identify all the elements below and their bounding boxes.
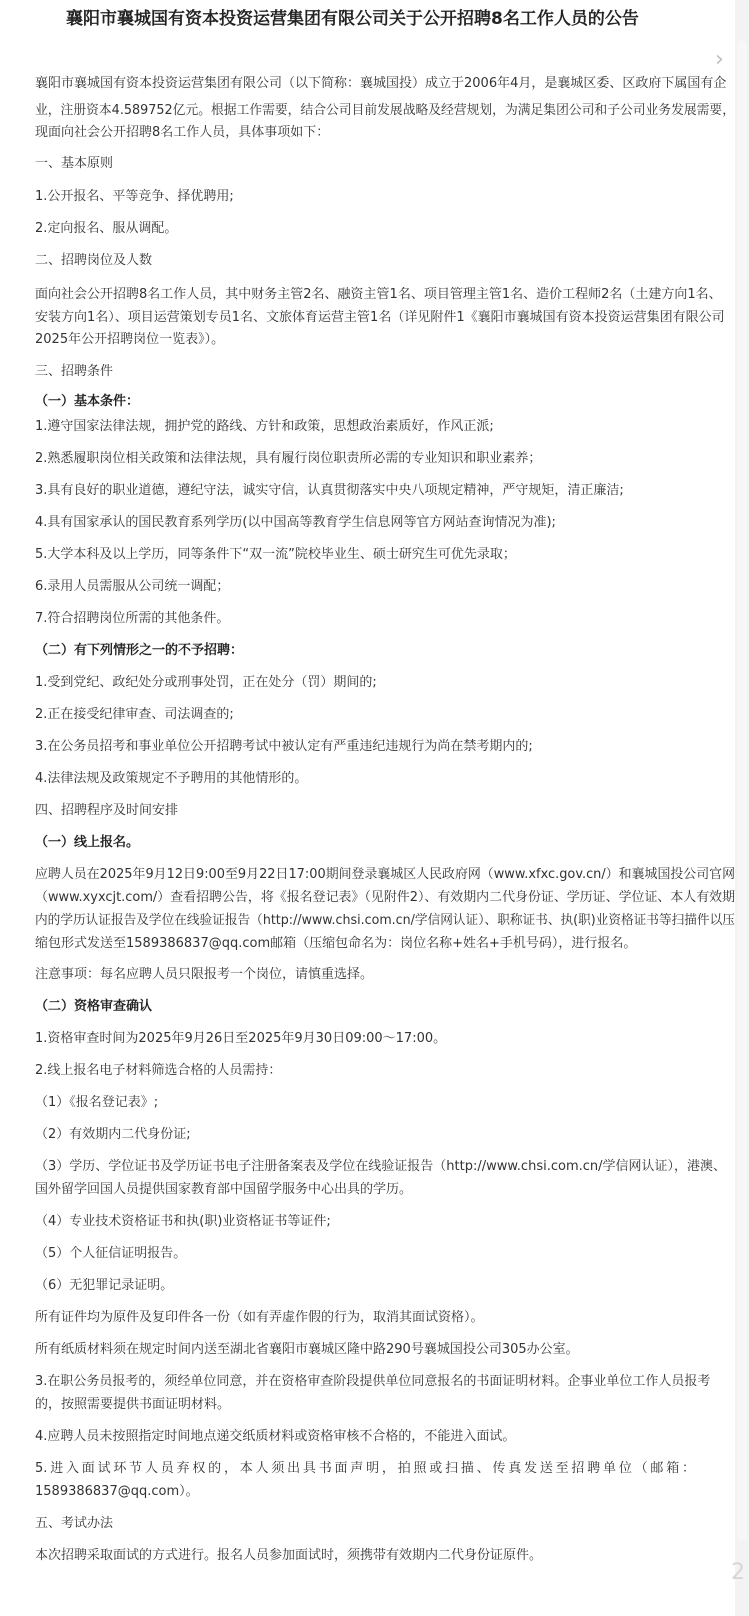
positions-line-1: 面向社会公开招聘8名工作人员，其中财务主管2名、融资主管1名、项目管理主管1名、造价工程师2名（土建方向1名、 (35, 287, 722, 302)
condition-item-3: 3.具有良好的职业道德，遵纪守法，诚实守信，认真贯彻落实中央八项规定精神，严守规矩，清正廉洁; (35, 483, 624, 498)
review-item-1: 1.资格审查时间为2025年9月26日至2025年9月30日09:00～17:00。 (35, 1031, 447, 1046)
material-item-3-line-1: （3）学历、学位证书及学历证书电子注册备案表及学位在线验证报告（http://www.chsi.com.cn/学信网认证），港澳、 (35, 1159, 727, 1174)
review-item-5-line-2: 1589386837@qq.com）。 (35, 1484, 199, 1499)
subsection-basic-conditions: （一）基本条件： (35, 394, 140, 409)
subsection-qualification-review: （二）资格审查确认 (35, 999, 153, 1014)
exclusion-item-3: 3.在公务员招考和事业单位公开招聘考试中被认定有严重违纪违规行为尚在禁考期内的; (35, 739, 533, 754)
review-item-4: 4.应聘人员未按照指定时间地点递交纸质材料或资格审核不合格的，不能进入面试。 (35, 1429, 516, 1444)
chevron-right-icon[interactable]: › (715, 47, 724, 72)
intro-line-2: 业，注册资本4.589752亿元。根据工作需要，结合公司目前发展战略及经营规划，为满足集团公司和子公司业务发展需要， (35, 103, 735, 118)
section-heading-3: 三、招聘条件 (35, 364, 114, 379)
scrollbar-thumb[interactable] (737, 40, 747, 1540)
intro-line-3: 现面向社会公开招聘8名工作人员，具体事项如下： (35, 125, 330, 140)
material-item-3-line-2: 国外留学回国人员提供国家教育部中国留学服务中心出具的学历。 (35, 1182, 413, 1197)
registration-note: 注意事项：每名应聘人员只限报考一个岗位，请慎重选择。 (35, 967, 374, 982)
registration-line-3: 内的学历认证报告及学位在线验证报告（http://www.chsi.com.cn/学信网认证）、职称证书、执(职)业资格证书等扫描件以压 (35, 913, 735, 928)
condition-item-7: 7.符合招聘岗位所需的其他条件。 (35, 611, 230, 626)
section-heading-2: 二、招聘岗位及人数 (35, 253, 153, 268)
intro-line-1: 襄阳市襄城国有资本投资运营集团有限公司（以下简称：襄城国投）成立于2006年4月，是襄城区委、区政府下属国有企 (35, 76, 727, 91)
condition-item-1: 1.遵守国家法律法规，拥护党的路线、方针和政策，思想政治素质好，作风正派; (35, 419, 494, 434)
registration-line-4: 缩包形式发送至1589386837@qq.com邮箱（压缩包命名为：岗位名称+姓名+手机号码），进行报名。 (35, 936, 637, 951)
principle-item-2: 2.定向报名、服从调配。 (35, 221, 178, 236)
subsection-exclusions: （二）有下列情形之一的不予招聘： (35, 643, 244, 658)
condition-item-2: 2.熟悉履职岗位相关政策和法律法规，具有履行岗位职责所必需的专业知识和职业素养； (35, 451, 542, 466)
review-item-3-line-2: 的，按照需要提供书面证明材料。 (35, 1397, 231, 1412)
material-item-5: （5）个人征信证明报告。 (35, 1246, 187, 1261)
exam-method-line: 本次招聘采取面试的方式进行。报名人员参加面试时，须携带有效期内二代身份证原件。 (35, 1548, 543, 1563)
condition-item-5: 5.大学本科及以上学历，同等条件下“双一流”院校毕业生、硕士研究生可优先录取； (35, 547, 516, 562)
material-item-2: （2）有效期内二代身份证; (35, 1127, 191, 1142)
exclusion-item-2: 2.正在接受纪律审查、司法调查的; (35, 707, 234, 722)
material-item-6: （6）无犯罪记录证明。 (35, 1278, 174, 1293)
vertical-scrollbar[interactable] (735, 0, 749, 1616)
positions-line-2: 安装方向1名）、项目运营策划专员1名、文旅体育运营主管1名（详见附件1《襄阳市襄城国有资本投资运营集团有限公司 (35, 310, 725, 325)
page-title: 襄阳市襄城国有资本投资运营集团有限公司关于公开招聘8名工作人员的公告 (66, 9, 639, 29)
review-item-2: 2.线上报名电子材料筛选合格的人员需持： (35, 1063, 282, 1078)
delivery-address-note: 所有纸质材料须在规定时间内送至湖北省襄阳市襄城区隆中路290号襄城国投公司305办公室。 (35, 1342, 579, 1357)
registration-line-1: 应聘人员在2025年9月12日9:00至9月22日17:00期间登录襄城区人民政府网（www.xfxc.gov.cn/）和襄城国投公司官网 (35, 867, 736, 882)
registration-line-2: （www.xyxcjt.com/）查看招聘公告，将《报名登记表》（见附件2）、有效期内二代身份证、学历证、学位证、本人有效期 (35, 890, 736, 905)
condition-item-4: 4.具有国家承认的国民教育系列学历(以中国高等教育学生信息网等官方网站查询情况为准); (35, 515, 556, 530)
exclusion-item-1: 1.受到党纪、政纪处分或刑事处罚，正在处分（罚）期间的; (35, 675, 377, 690)
review-item-5-line-1: 5.进入面试环节人员弃权的，本人须出具书面声明，拍照或扫描、传真发送至招聘单位（邮箱： (35, 1461, 695, 1476)
section-heading-5: 五、考试办法 (35, 1516, 114, 1531)
condition-item-6: 6.录用人员需服从公司统一调配； (35, 579, 230, 594)
material-item-1: （1）《报名登记表》; (35, 1095, 159, 1110)
exclusion-item-4: 4.法律法规及政策规定不予聘用的其他情形的。 (35, 771, 308, 786)
principle-item-1: 1.公开报名、平等竞争、择优聘用; (35, 189, 234, 204)
page-number-badge: 2 (731, 1560, 745, 1585)
review-item-3-line-1: 3.在职公务员报考的，须经单位同意，并在资格审查阶段提供单位同意报名的书面证明材料。企事业单位工作人员报考 (35, 1374, 711, 1389)
material-item-4: （4）专业技术资格证书和执(职)业资格证书等证件; (35, 1214, 331, 1229)
subsection-online-registration: （一）线上报名。 (35, 835, 140, 850)
positions-line-3: 2025年公开招聘岗位一览表》）。 (35, 332, 225, 347)
section-heading-4: 四、招聘程序及时间安排 (35, 803, 179, 818)
section-heading-1: 一、基本原则 (35, 156, 114, 171)
originals-note: 所有证件均为原件及复印件各一份（如有弄虚作假的行为，取消其面试资格）。 (35, 1310, 484, 1325)
